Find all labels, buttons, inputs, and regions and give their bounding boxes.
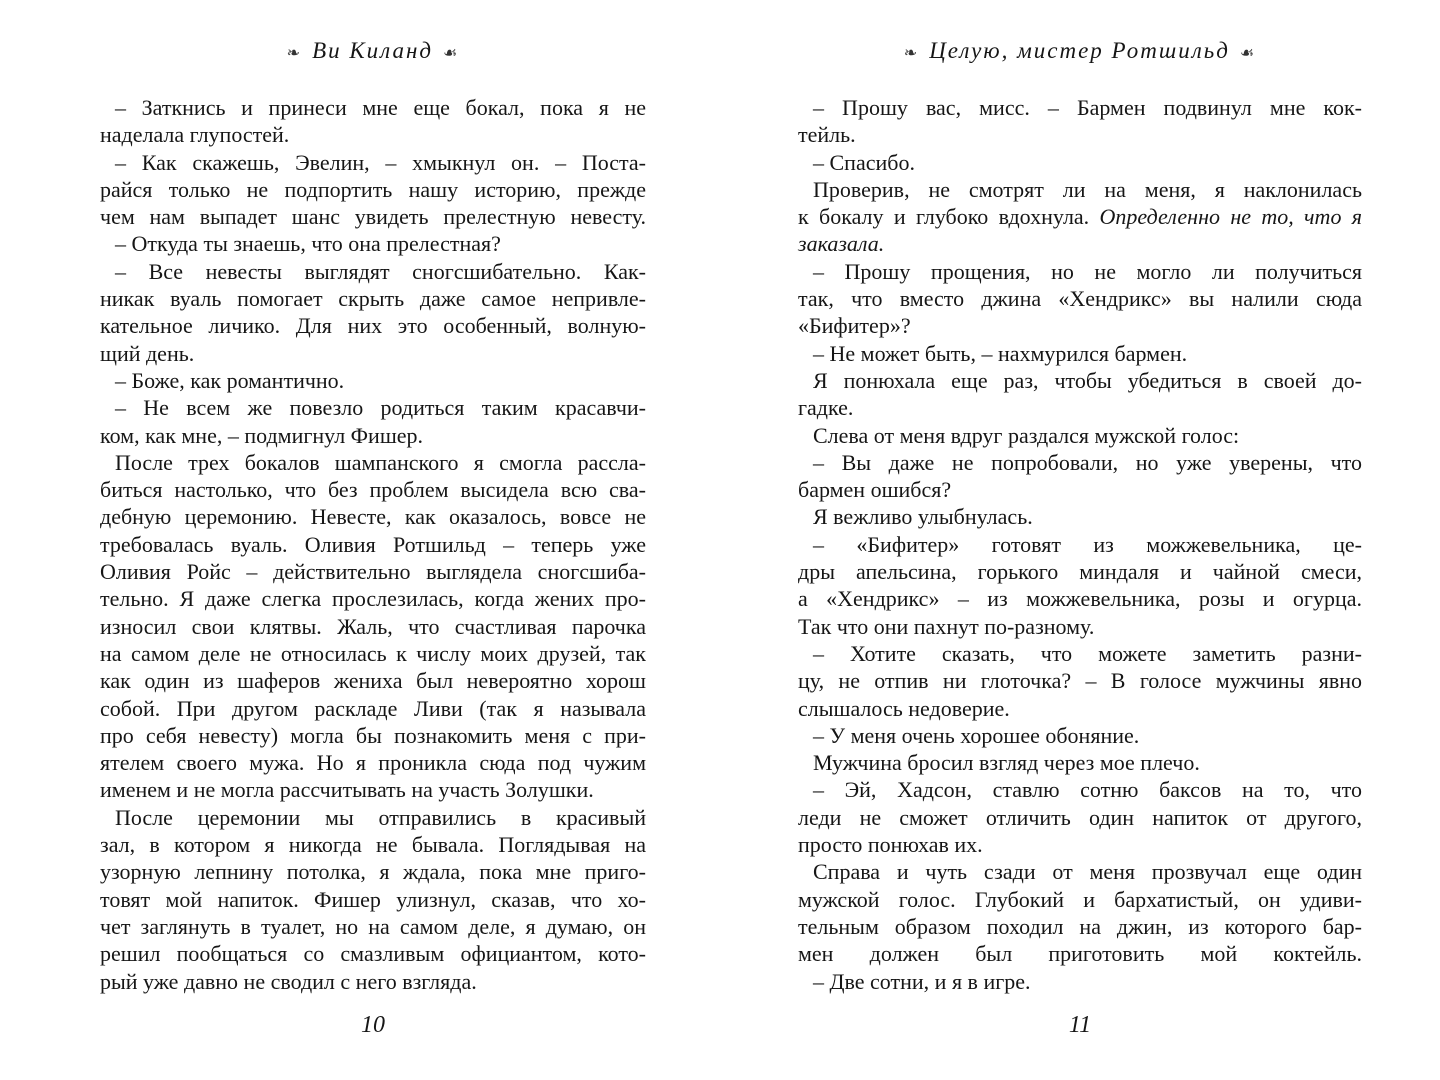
line-italic-text: заказала.	[798, 231, 885, 257]
line-text: собой. При другом раскладе Ливи (так я называла	[100, 695, 646, 721]
text-line	[100, 531, 646, 558]
text-line	[100, 776, 646, 803]
line-text: мен должен был приготовить мой коктейль.	[798, 941, 1362, 967]
text-line	[798, 394, 1362, 421]
line-text: – Вы даже не попробовали, но уже уверены, что	[813, 449, 1362, 475]
line-text: – Откуда ты знаешь, что она прелестная?	[115, 231, 501, 257]
text-line	[100, 613, 646, 640]
line-text: решил пообщаться со смазливым официантом, кото-	[100, 941, 646, 967]
text-line	[798, 831, 1362, 858]
text-line	[798, 531, 1362, 558]
text-line	[798, 203, 1362, 230]
text-line	[798, 367, 1362, 394]
text-line	[798, 149, 1362, 176]
line-text: чем нам выпадет шанс увидеть прелестную невесту.	[100, 204, 646, 230]
text-line	[100, 203, 646, 230]
line-text: – Две сотни, и я в игре.	[813, 968, 1031, 994]
floral-ornament-icon: ❧	[903, 44, 920, 62]
text-line	[100, 394, 646, 421]
text-line	[100, 449, 646, 476]
line-text: на самом деле не относилась к числу моих друзей, так	[100, 640, 646, 666]
text-line	[100, 94, 646, 121]
left-page	[100, 0, 646, 1080]
text-line	[100, 667, 646, 694]
text-line	[100, 695, 646, 722]
line-text: После трех бокалов шампанского я смогла рассла-	[115, 449, 646, 475]
line-text: никак вуаль помогает скрыть даже самое непривле-	[100, 286, 646, 312]
text-line	[798, 722, 1362, 749]
line-text: к бокалу и глубоко вдохнула.	[798, 204, 1100, 230]
text-line	[100, 722, 646, 749]
text-line	[100, 913, 646, 940]
floral-ornament-icon: ☙	[1239, 44, 1257, 62]
text-line	[100, 585, 646, 612]
line-text: – Боже, как романтично.	[115, 367, 345, 393]
text-line	[798, 94, 1362, 121]
text-line	[100, 340, 646, 367]
text-line	[100, 558, 646, 585]
line-text: гадке.	[798, 395, 854, 421]
header-text: Ви Киланд	[312, 38, 433, 63]
line-text: про себя невесту) могла бы познакомить меня с при-	[100, 722, 646, 748]
line-text: именем и не могла рассчитывать на участь Золушки.	[100, 777, 594, 803]
text-line	[100, 804, 646, 831]
line-text: – Не может быть, – нахмурился бармен.	[813, 340, 1188, 366]
line-text: слышалось недоверие.	[798, 695, 1010, 721]
line-text: рый уже давно не сводил с него взгляда.	[100, 968, 477, 994]
text-line	[798, 176, 1362, 203]
line-text: кательное личико. Для них это особенный, волную-	[100, 313, 646, 339]
text-line	[100, 749, 646, 776]
text-line	[798, 230, 1362, 257]
body-text	[100, 94, 646, 995]
line-text: зал, в котором я никогда не бывала. Поглядывая на	[100, 832, 646, 858]
line-text: а «Хендрикс» – из можжевельника, розы и огурца.	[798, 586, 1362, 612]
text-line	[100, 940, 646, 967]
text-line	[798, 285, 1362, 312]
text-line	[100, 258, 646, 285]
line-text: просто понюхав их.	[798, 832, 983, 858]
line-text: Слева от меня вдруг раздался мужской голос:	[813, 422, 1240, 448]
line-text: Справа и чуть сзади от меня прозвучал еще один	[813, 859, 1362, 885]
line-text: товят мой напиток. Фишер улизнул, сказав, что хо-	[100, 886, 646, 912]
line-text: ятелем своего мужа. Но я проникла сюда под чужим	[100, 750, 646, 776]
text-line	[100, 285, 646, 312]
text-line	[798, 558, 1362, 585]
floral-ornament-icon: ☙	[443, 44, 460, 62]
line-text: – У меня очень хорошее обоняние.	[813, 722, 1140, 748]
text-line	[100, 312, 646, 339]
line-text: леди не сможет отличить один напиток от другого,	[798, 804, 1362, 830]
line-text: мужской голос. Глубокий и бархатистый, он удиви-	[798, 886, 1362, 912]
line-text: – Хотите сказать, что можете заметить разни-	[813, 640, 1362, 666]
running-header-author	[100, 38, 646, 64]
line-text: – Не всем же повезло родиться таким красавчи-	[115, 395, 646, 421]
line-text: – Прошу прощения, но не могло ли получиться	[813, 258, 1362, 284]
text-line	[798, 121, 1362, 148]
line-text: дры апельсина, горького миндаля и чайной смеси,	[798, 559, 1362, 585]
text-line	[100, 886, 646, 913]
line-text: дебную церемонию. Невесте, как оказалось, вовсе не	[100, 504, 646, 530]
line-text: тейль.	[798, 122, 856, 148]
line-text: – Заткнись и принеси мне еще бокал, пока я не	[115, 95, 646, 120]
text-line	[798, 776, 1362, 803]
line-text: райся только не подпортить нашу историю, прежде	[100, 176, 646, 202]
line-text: ком, как мне, – подмигнул Фишер.	[100, 422, 424, 448]
text-line	[798, 804, 1362, 831]
text-line	[100, 176, 646, 203]
text-line	[798, 667, 1362, 694]
text-line	[798, 340, 1362, 367]
line-text: требовалась вуаль. Оливия Ротшильд – теперь уже	[100, 531, 646, 557]
text-line	[100, 149, 646, 176]
text-line	[798, 940, 1362, 967]
line-text: Так что они пахнут по-разному.	[798, 613, 1095, 639]
page-number: 10	[361, 1012, 385, 1038]
text-line	[100, 640, 646, 667]
line-italic-text: Определенно не то, что я	[1099, 204, 1362, 230]
line-text: узорную лепнину потолка, я ждала, пока мне приго-	[100, 859, 646, 885]
floral-ornament-icon: ❧	[286, 44, 303, 62]
text-line	[798, 422, 1362, 449]
text-line	[798, 749, 1362, 776]
line-text: щий день.	[100, 340, 195, 366]
line-text: – «Бифитер» готовят из можжевельника, це-	[813, 531, 1362, 557]
text-line	[798, 476, 1362, 503]
line-text: После церемонии мы отправились в красивый	[115, 804, 646, 830]
line-text: Я понюхала еще раз, чтобы убедиться в своей до-	[813, 367, 1362, 393]
text-line	[798, 312, 1362, 339]
line-text: тельно. Я даже слегка прослезилась, когда жених про-	[100, 586, 646, 612]
body-text	[798, 94, 1362, 995]
header-text: Целую, мистер Ротшильд	[929, 38, 1230, 63]
line-text: биться настолько, что без проблем высидела всю сва-	[100, 477, 646, 503]
text-line	[100, 968, 646, 995]
line-text: Проверив, не смотрят ли на меня, я наклонилась	[813, 176, 1362, 202]
line-text: – Спасибо.	[813, 149, 915, 175]
text-line	[798, 886, 1362, 913]
page-number: 11	[1068, 1012, 1092, 1038]
text-line	[798, 258, 1362, 285]
line-text: износил свои клятвы. Жаль, что счастливая парочка	[100, 613, 646, 639]
text-line	[798, 968, 1362, 995]
text-line	[100, 503, 646, 530]
text-line	[100, 858, 646, 885]
line-text: Оливия Ройс – действительно выглядела сногсшиба-	[100, 559, 646, 585]
text-line	[798, 585, 1362, 612]
line-text: – Эй, Хадсон, ставлю сотню баксов на то, что	[813, 777, 1362, 803]
text-line	[100, 476, 646, 503]
text-line	[100, 121, 646, 148]
line-text: Я вежливо улыбнулась.	[813, 504, 1033, 530]
line-text: наделала глупостей.	[100, 122, 290, 148]
text-line	[798, 913, 1362, 940]
line-text: «Бифитер»?	[798, 313, 911, 339]
line-text: так, что вместо джина «Хендрикс» вы налили сюда	[798, 286, 1362, 312]
line-text: тельным образом походил на джин, из которого бар-	[798, 913, 1362, 939]
text-line	[798, 613, 1362, 640]
line-text: – Как скажешь, Эвелин, – хмыкнул он. – Поста-	[115, 149, 646, 175]
text-line	[798, 640, 1362, 667]
text-line	[798, 695, 1362, 722]
text-line	[100, 230, 646, 257]
right-page	[798, 0, 1362, 1080]
line-text: цу, не отпив ни глоточка? – В голосе мужчины явно	[798, 668, 1362, 694]
text-line	[798, 858, 1362, 885]
text-line	[798, 503, 1362, 530]
text-line	[100, 367, 646, 394]
line-text: – Прошу вас, мисс. – Бармен подвинул мне кок-	[813, 95, 1362, 120]
line-text: чет заглянуть в туалет, но на самом деле, я думаю, он	[100, 913, 646, 939]
text-line	[100, 831, 646, 858]
text-line	[100, 422, 646, 449]
line-text: как один из шаферов жениха был невероятно хорош	[100, 668, 646, 694]
text-line	[798, 449, 1362, 476]
running-header-title	[798, 38, 1362, 64]
line-text: Мужчина бросил взгляд через мое плечо.	[813, 750, 1200, 776]
line-text: бармен ошибся?	[798, 477, 952, 503]
line-text: – Все невесты выглядят сногсшибательно. Как-	[115, 258, 646, 284]
